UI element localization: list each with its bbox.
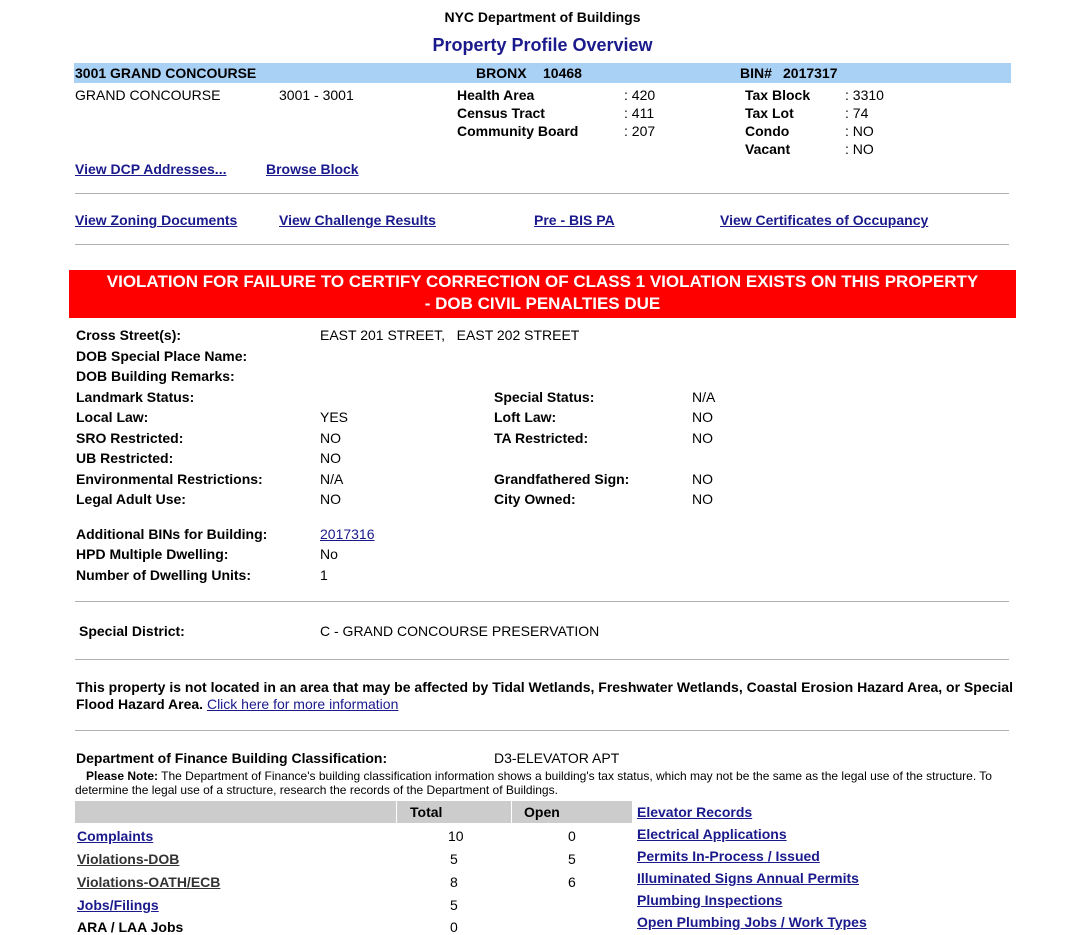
violations-oath-ecb-open: 6 bbox=[568, 874, 576, 890]
health-area-label: Health Area bbox=[457, 87, 535, 103]
special-district-value: C - GRAND CONCOURSE PRESERVATION bbox=[320, 623, 600, 639]
sro-restricted-label: SRO Restricted: bbox=[76, 430, 184, 446]
special-status-label: Special Status: bbox=[494, 389, 595, 405]
census-tract-value: : 411 bbox=[624, 105, 655, 121]
bin-label: BIN# bbox=[740, 65, 772, 81]
plumbing-inspections-link[interactable]: Plumbing Inspections bbox=[637, 892, 783, 908]
complaints-open: 0 bbox=[568, 828, 576, 844]
environmental-restrictions-value: N/A bbox=[320, 471, 344, 487]
community-board-value: : 207 bbox=[624, 123, 656, 139]
pre-bis-pa-link[interactable]: Pre - BIS PA bbox=[534, 212, 615, 228]
violation-alert-banner bbox=[69, 270, 1016, 318]
environmental-restrictions-label: Environmental Restrictions: bbox=[76, 471, 263, 487]
flood-hazard-notice bbox=[76, 679, 1016, 713]
street-name: GRAND CONCOURSE bbox=[75, 87, 221, 103]
additional-bins-label: Additional BINs for Building: bbox=[76, 526, 268, 542]
ta-restricted-value: NO bbox=[692, 430, 713, 446]
view-certificates-of-occupancy-link[interactable]: View Certificates of Occupancy bbox=[720, 212, 929, 228]
tax-block-value: : 3310 bbox=[845, 87, 884, 103]
flood-info-link[interactable]: Click here for more information bbox=[206, 696, 399, 712]
note-text: The Department of Finance's building classification information shows a building's tax status, which may not be the same as the legal use of the structure. To determine the legal use of a structure, research the records of the Department of Buildings. bbox=[75, 769, 992, 797]
jobs-filings-link[interactable]: Jobs/Filings bbox=[77, 897, 159, 913]
open-plumbing-jobs-link[interactable]: Open Plumbing Jobs / Work Types bbox=[637, 914, 867, 930]
flood-hazard-text: This property is not located in an area that may be affected by Tidal Wetlands, Freshwater Wetlands, Coastal Erosion Hazard Area, or Special Flood Hazard Area. bbox=[76, 679, 1013, 712]
agency-name: NYC Department of Buildings bbox=[444, 9, 641, 25]
vacant-label: Vacant bbox=[745, 141, 791, 157]
zip-code: 10468 bbox=[543, 65, 582, 81]
ub-restricted-value: NO bbox=[320, 450, 341, 466]
divider bbox=[75, 244, 1009, 245]
cross-streets-value: EAST 201 STREET, EAST 202 STREET bbox=[320, 327, 580, 343]
jobs-filings-total: 5 bbox=[450, 897, 458, 913]
house-range: 3001 - 3001 bbox=[279, 87, 354, 103]
local-law-label: Local Law: bbox=[76, 409, 149, 425]
city-owned-value: NO bbox=[692, 491, 713, 507]
city-owned-label: City Owned: bbox=[494, 491, 576, 507]
vacant-value: : NO bbox=[845, 141, 874, 157]
bin-number: 2017317 bbox=[783, 65, 838, 81]
landmark-status-label: Landmark Status: bbox=[76, 389, 195, 405]
permits-in-process-link[interactable]: Permits In-Process / Issued bbox=[637, 848, 820, 864]
divider bbox=[75, 730, 1009, 731]
legal-adult-use-value: NO bbox=[320, 491, 341, 507]
view-dcp-addresses-link[interactable]: View DCP Addresses... bbox=[75, 161, 227, 177]
note-label: Please Note: bbox=[86, 769, 159, 783]
violations-oath-ecb-total: 8 bbox=[450, 874, 458, 890]
loft-law-label: Loft Law: bbox=[494, 409, 557, 425]
col-total-header: Total bbox=[410, 804, 443, 820]
finance-classification-label: Department of Finance Building Classification: bbox=[76, 750, 388, 766]
grandfathered-sign-label: Grandfathered Sign: bbox=[494, 471, 630, 487]
borough: BRONX bbox=[476, 65, 527, 81]
divider bbox=[511, 801, 512, 823]
loft-law-value: NO bbox=[692, 409, 713, 425]
browse-block-link[interactable]: Browse Block bbox=[266, 161, 359, 177]
page-title: Property Profile Overview bbox=[432, 35, 653, 55]
sro-restricted-value: NO bbox=[320, 430, 341, 446]
community-board-label: Community Board bbox=[457, 123, 579, 139]
dwelling-units-value: 1 bbox=[320, 567, 328, 583]
divider bbox=[396, 801, 397, 823]
violations-oath-ecb-link[interactable]: Violations-OATH/ECB bbox=[77, 874, 221, 890]
special-district-label: Special District: bbox=[79, 623, 185, 639]
condo-value: : NO bbox=[845, 123, 874, 139]
alert-line-2: - DOB CIVIL PENALTIES DUE bbox=[424, 294, 661, 313]
dwelling-units-label: Number of Dwelling Units: bbox=[76, 567, 251, 583]
view-zoning-documents-link[interactable]: View Zoning Documents bbox=[75, 212, 238, 228]
health-area-value: : 420 bbox=[624, 87, 656, 103]
ara-laa-jobs-label: ARA / LAA Jobs bbox=[77, 919, 184, 935]
col-open-header: Open bbox=[524, 804, 560, 820]
violations-dob-total: 5 bbox=[450, 851, 458, 867]
cross-streets-label: Cross Street(s): bbox=[76, 327, 182, 343]
special-status-value: N/A bbox=[692, 389, 716, 405]
divider bbox=[75, 601, 1009, 602]
grandfathered-sign-value: NO bbox=[692, 471, 713, 487]
tax-block-label: Tax Block bbox=[745, 87, 811, 103]
address: 3001 GRAND CONCOURSE bbox=[75, 65, 257, 81]
local-law-value: YES bbox=[320, 409, 349, 425]
complaints-total: 10 bbox=[448, 828, 464, 844]
finance-classification-value: D3-ELEVATOR APT bbox=[494, 750, 620, 766]
electrical-applications-link[interactable]: Electrical Applications bbox=[637, 826, 787, 842]
hpd-multiple-dwelling-label: HPD Multiple Dwelling: bbox=[76, 546, 229, 562]
illuminated-signs-link[interactable]: Illuminated Signs Annual Permits bbox=[637, 870, 859, 886]
divider bbox=[75, 193, 1009, 194]
additional-bin-link[interactable]: 2017316 bbox=[320, 526, 375, 542]
divider bbox=[75, 659, 1009, 660]
building-remarks-label: DOB Building Remarks: bbox=[76, 368, 235, 384]
condo-label: Condo bbox=[745, 123, 790, 139]
view-challenge-results-link[interactable]: View Challenge Results bbox=[279, 212, 436, 228]
hpd-multiple-dwelling-value: No bbox=[320, 546, 338, 562]
legal-adult-use-label: Legal Adult Use: bbox=[76, 491, 186, 507]
ara-laa-jobs-total: 0 bbox=[450, 919, 458, 935]
finance-note bbox=[75, 769, 1000, 797]
complaints-link[interactable]: Complaints bbox=[77, 828, 154, 844]
violations-dob-link[interactable]: Violations-DOB bbox=[77, 851, 180, 867]
violations-dob-open: 5 bbox=[568, 851, 576, 867]
tax-lot-label: Tax Lot bbox=[745, 105, 794, 121]
ub-restricted-label: UB Restricted: bbox=[76, 450, 174, 466]
alert-line-1: VIOLATION FOR FAILURE TO CERTIFY CORRECTION OF CLASS 1 VIOLATION EXISTS ON THIS PROPERTY bbox=[106, 272, 979, 291]
ta-restricted-label: TA Restricted: bbox=[494, 430, 589, 446]
elevator-records-link[interactable]: Elevator Records bbox=[637, 804, 753, 820]
census-tract-label: Census Tract bbox=[457, 105, 545, 121]
special-place-label: DOB Special Place Name: bbox=[76, 348, 248, 364]
tax-lot-value: : 74 bbox=[845, 105, 869, 121]
